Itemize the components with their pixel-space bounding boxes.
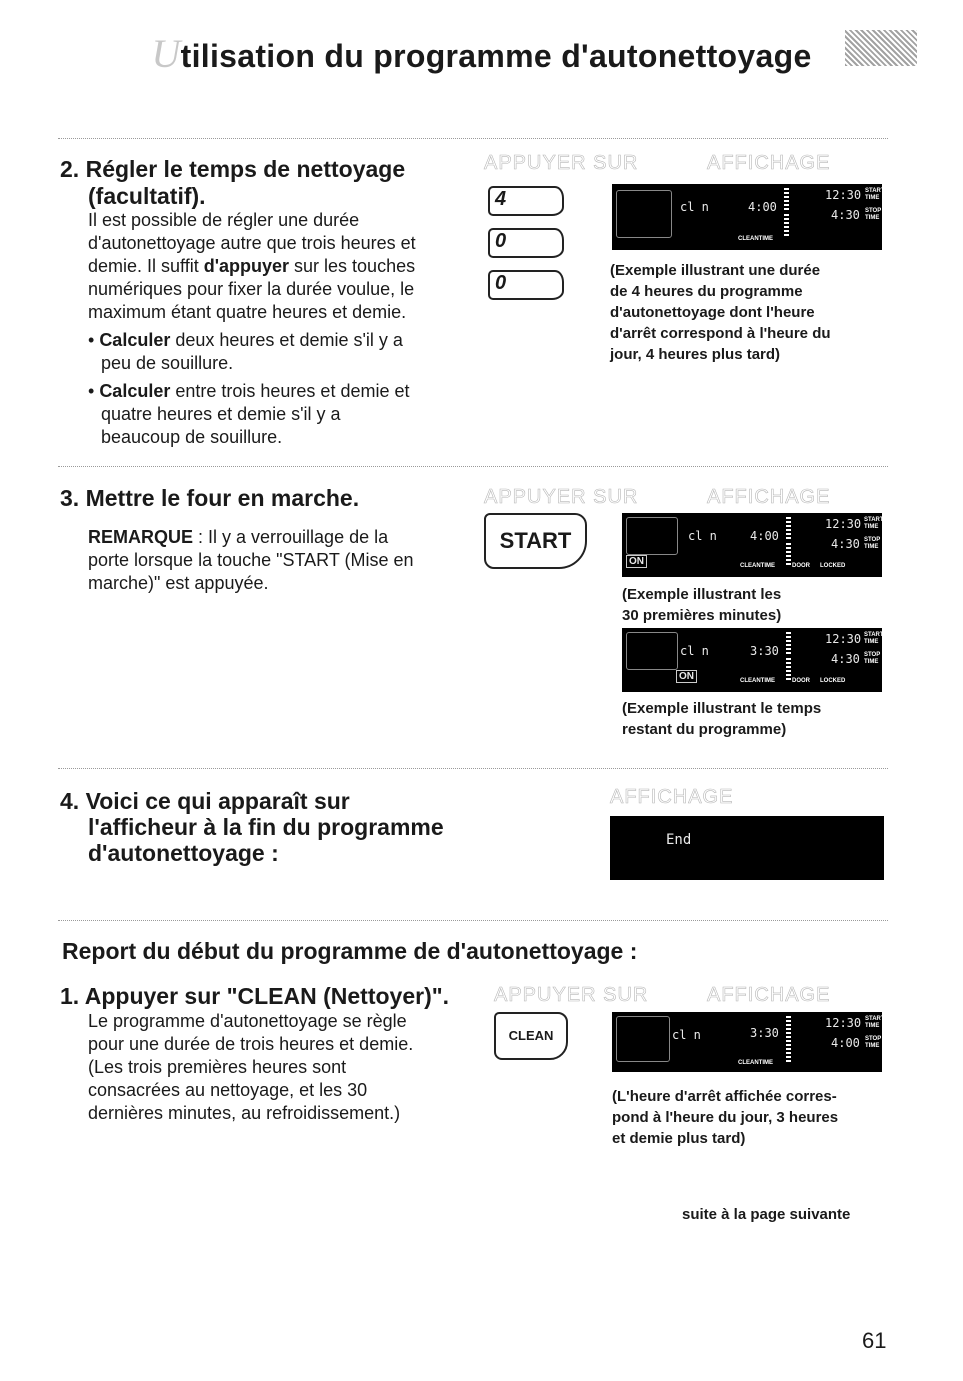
label-stop: STOP — [865, 1036, 882, 1042]
text-fragment: deux heures et demie s'il y a — [170, 330, 403, 350]
page-title-text: tilisation du programme d'autonettoyage — [180, 38, 812, 74]
key-label: 0 — [495, 230, 507, 252]
remark-line: marche)" est appuyée. — [88, 573, 269, 593]
display-clean-time: 3:30 — [750, 644, 779, 658]
label-cleantime: CLEANTIME — [738, 236, 773, 242]
label-stop: STOP — [864, 652, 881, 658]
step4-title-line: Voici ce qui apparaît sur — [85, 788, 350, 814]
remark-label: REMARQUE — [88, 527, 194, 547]
bullet-item: • Calculer entre trois heures et demie et — [88, 381, 410, 401]
key-0-button[interactable] — [488, 228, 564, 258]
oven-display-end — [610, 816, 884, 880]
step2-number: 2. — [60, 156, 80, 182]
oven-display — [622, 628, 882, 692]
text-emphasis: d'appuyer — [203, 256, 290, 276]
display-clean-time: 3:30 — [750, 1026, 779, 1040]
display-indicator — [784, 188, 789, 210]
step4-title-line: l'afficheur à la fin du programme — [88, 814, 444, 840]
key-label: 4 — [495, 188, 507, 210]
caption-line: d'autonettoyage dont l'heure — [610, 304, 815, 321]
text-fragment: sur les touches — [289, 256, 416, 276]
oven-display — [622, 513, 882, 577]
page-title — [0, 30, 963, 77]
display-frame — [616, 190, 672, 238]
caption-line: 30 premières minutes) — [622, 607, 782, 624]
text-fragment: : Il y a verrouillage de la — [193, 527, 389, 547]
stepR1-title-text: Appuyer sur "CLEAN (Nettoyer)". — [84, 983, 450, 1009]
caption-line: d'arrêt correspond à l'heure du — [610, 325, 831, 342]
label-stop: STOP — [865, 208, 882, 214]
step3-caption2 — [622, 698, 882, 740]
display-start-time: 12:30 — [825, 517, 862, 531]
stepR1-number: 1. — [60, 983, 80, 1009]
caption-line: (Exemple illustrant les — [622, 586, 782, 603]
caption-line: restant du programme) — [622, 721, 787, 738]
display-stop-time: 4:00 — [831, 1036, 860, 1050]
divider — [58, 920, 888, 921]
step3-remark — [88, 526, 468, 595]
column-header-display: AFFICHAGE — [707, 984, 831, 1006]
display-indicator — [786, 1016, 791, 1038]
start-button[interactable] — [484, 513, 587, 569]
display-indicator — [786, 1040, 791, 1062]
label-start: START — [865, 1016, 885, 1022]
caption-line: pond à l'heure du jour, 3 heures — [612, 1109, 839, 1126]
label-cleantime: CLEANTIME — [738, 1060, 773, 1066]
label-start: START — [864, 632, 884, 638]
caption-line: et demie plus tard) — [612, 1130, 746, 1147]
display-frame — [626, 517, 678, 555]
step3-title-text: Mettre le four en marche. — [85, 485, 360, 511]
title-ornament-initial: U — [151, 31, 181, 76]
step2-title-line2: (facultatif). — [88, 183, 206, 209]
key-label: 0 — [495, 272, 507, 294]
display-indicator — [786, 517, 791, 539]
divider — [58, 466, 888, 467]
display-stop-time: 4:30 — [831, 652, 860, 666]
display-mode: cl n — [680, 200, 709, 214]
bullet-line: quatre heures et demie s'il y a — [101, 404, 341, 424]
label-cleantime: CLEANTIME — [740, 563, 775, 569]
caption-line: (Exemple illustrant le temps — [622, 700, 822, 717]
key-0-button[interactable] — [488, 270, 564, 300]
step3-number: 3. — [60, 485, 80, 511]
label-start: START — [864, 517, 884, 523]
display-clean-time: 4:00 — [748, 200, 777, 214]
label-time: TIME — [864, 544, 879, 550]
column-header-press: APPUYER SUR — [484, 486, 639, 508]
remark-line — [88, 526, 468, 549]
key-label: CLEAN — [508, 1028, 554, 1043]
column-header-press: APPUYER SUR — [494, 984, 649, 1006]
stepR1-line: dernières minutes, au refroidissement.) — [88, 1103, 401, 1123]
remark-line: porte lorsque la touche "START (Mise en — [88, 550, 414, 570]
label-door: DOOR — [792, 678, 810, 684]
step2-title-line1: Régler le temps de nettoyage — [85, 156, 406, 182]
caption-line: (L'heure d'arrêt affichée corres- — [612, 1088, 837, 1105]
display-start-time: 12:30 — [825, 1016, 862, 1030]
display-indicator — [784, 214, 789, 236]
text-fragment: entre trois heures et demie et — [170, 381, 410, 401]
step2-line: Il est possible de régler une durée — [88, 210, 360, 230]
divider — [58, 768, 888, 769]
step3-caption1 — [622, 584, 882, 626]
bullet-line: peu de souillure. — [101, 353, 234, 373]
label-time: TIME — [864, 524, 879, 530]
label-time: TIME — [865, 215, 880, 221]
decorative-pattern — [845, 30, 917, 66]
caption-line: de 4 heures du programme — [610, 283, 803, 300]
text-emphasis: Calculer — [99, 381, 171, 401]
column-header-press: APPUYER SUR — [484, 152, 639, 174]
display-mode: cl n — [688, 529, 717, 543]
label-stop: STOP — [864, 537, 881, 543]
continued-note: suite à la page suivante — [682, 1206, 851, 1223]
step2-line: maximum étant quatre heures et demie. — [88, 302, 407, 322]
key-4-button[interactable] — [488, 186, 564, 216]
caption-line: (Exemple illustrant une durée — [610, 262, 821, 279]
step2-line: numériques pour fixer la durée voulue, le — [88, 279, 415, 299]
stepR1-line: pour une durée de trois heures et demie. — [88, 1034, 414, 1054]
label-time: TIME — [864, 639, 879, 645]
column-header-display: AFFICHAGE — [610, 786, 734, 808]
step2-body — [88, 209, 468, 449]
page-number: 61 — [862, 1328, 887, 1353]
step2-caption — [610, 260, 900, 365]
step4-title — [60, 788, 350, 814]
clean-button[interactable] — [494, 1012, 568, 1060]
bullet-line: beaucoup de souillure. — [101, 427, 283, 447]
display-indicator — [786, 543, 791, 565]
oven-display — [612, 1012, 885, 1072]
step2-line: d'autonettoyage autre que trois heures et — [88, 233, 416, 253]
on-indicator: ON — [626, 555, 647, 568]
text-fragment: demie. Il suffit — [88, 256, 204, 276]
label-time: TIME — [865, 195, 880, 201]
section-heading: Report du début du programme de d'autonettoyage : — [62, 938, 638, 964]
display-indicator — [786, 658, 791, 680]
label-time: TIME — [865, 1023, 880, 1029]
divider — [58, 138, 888, 139]
label-locked: LOCKED — [820, 563, 846, 569]
key-label: START — [499, 528, 572, 553]
display-frame — [626, 632, 678, 670]
display-mode: cl n — [680, 644, 709, 658]
oven-display — [612, 184, 885, 250]
label-start: START — [865, 188, 885, 194]
display-frame — [616, 1016, 670, 1062]
label-time: TIME — [864, 659, 879, 665]
display-end-text: End — [666, 832, 692, 848]
step2-line — [88, 255, 468, 278]
stepR1-line: Le programme d'autonettoyage se règle — [88, 1011, 407, 1031]
step4-number: 4. — [60, 788, 80, 814]
label-time: TIME — [865, 1043, 880, 1049]
display-clean-time: 4:00 — [750, 529, 779, 543]
step2-title — [60, 156, 405, 182]
on-indicator: ON — [676, 670, 697, 683]
column-header-display: AFFICHAGE — [707, 486, 831, 508]
stepR1-body — [88, 1010, 468, 1125]
label-locked: LOCKED — [820, 678, 846, 684]
bullet-item: • Calculer deux heures et demie s'il y a — [88, 330, 403, 350]
column-header-display: AFFICHAGE — [707, 152, 831, 174]
stepR1-line: (Les trois premières heures sont — [88, 1057, 347, 1077]
stepR1-title — [60, 983, 449, 1009]
display-start-time: 12:30 — [825, 188, 862, 202]
text-emphasis: Calculer — [99, 330, 171, 350]
label-cleantime: CLEANTIME — [740, 678, 775, 684]
stepR1-caption — [612, 1086, 902, 1149]
display-stop-time: 4:30 — [831, 208, 860, 222]
label-door: DOOR — [792, 563, 810, 569]
stepR1-line: consacrées au nettoyage, et les 30 — [88, 1080, 368, 1100]
display-mode: cl n — [672, 1028, 701, 1042]
display-indicator — [786, 632, 791, 654]
display-start-time: 12:30 — [825, 632, 862, 646]
caption-line: jour, 4 heures plus tard) — [610, 346, 781, 363]
display-stop-time: 4:30 — [831, 537, 860, 551]
step3-title — [60, 485, 359, 511]
step4-title-line: d'autonettoyage : — [88, 840, 279, 866]
